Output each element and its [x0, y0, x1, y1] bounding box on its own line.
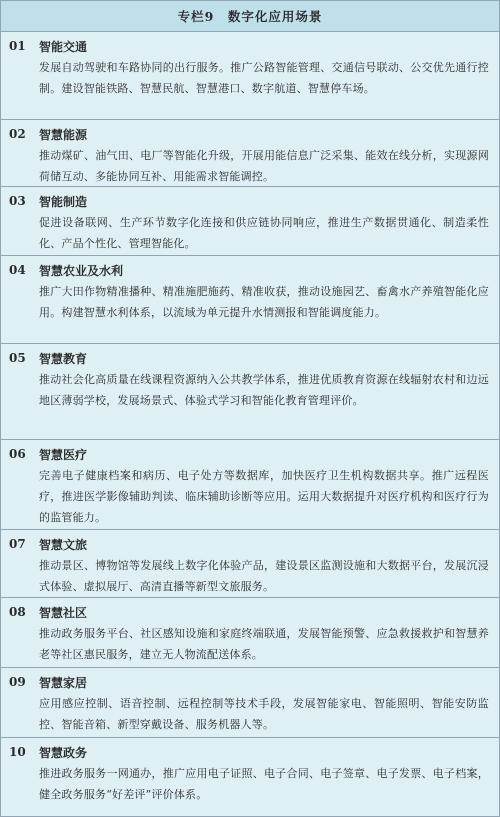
section-number: 07	[9, 537, 26, 551]
section-title: 智慧社区	[39, 605, 88, 620]
section-number: 06	[9, 447, 26, 461]
section-01	[1, 32, 499, 120]
section-title: 智能交通	[39, 39, 88, 54]
section-description: 推动景区、博物馆等发展线上数字化体验产品，建设景区监测设施和大数据平台，发展沉浸式体验、虚拟展厅、高清直播等新型文旅服务。	[39, 559, 489, 593]
section-description: 推动社会化高质量在线课程资源纳入公共教学体系，推进优质教育资源在线辐射农村和边远地区薄弱学校，发展场景式、体验式学习和智能化教育管理评价。	[39, 373, 489, 407]
section-description: 发展自动驾驶和车路协同的出行服务。推广公路智能管理、交通信号联动、公交优先通行控制。建设智能铁路、智慧民航、智慧港口、数字航道、智慧停车场。	[39, 61, 489, 95]
section-number: 04	[9, 263, 26, 277]
section-09	[1, 668, 499, 738]
section-description: 应用感应控制、语音控制、远程控制等技术手段，发展智能家电、智能照明、智能安防监控、智能音箱、新型穿戴设备、服务机器人等。	[39, 697, 489, 731]
section-06	[1, 440, 499, 530]
section-description: 促进设备联网、生产环节数字化连接和供应链协同响应，推进生产数据贯通化、制造柔性化、产品个性化、管理智能化。	[39, 216, 489, 250]
section-title: 智慧文旅	[39, 537, 88, 552]
section-05	[1, 344, 499, 440]
section-description: 推动政务服务平台、社区感知设施和家庭终端联通，发展智能预警、应急救援救护和智慧养老等社区惠民服务，建立无人物流配送体系。	[39, 627, 489, 661]
column-title: 专栏9 数字化应用场景	[1, 1, 499, 32]
section-title: 智慧医疗	[39, 447, 88, 462]
section-number: 01	[9, 39, 26, 53]
section-description: 推进政务服务一网通办，推广应用电子证照、电子合同、电子签章、电子发票、电子档案，健全政务服务“好差评”评价体系。	[39, 767, 489, 801]
section-description: 推广大田作物精准播种、精准施肥施药、精准收获，推动设施园艺、畜禽水产养殖智能化应用。构建智慧水利体系，以流域为单元提升水情测报和智能调度能力。	[39, 285, 489, 319]
section-title: 智能制造	[39, 194, 88, 209]
section-number: 10	[9, 745, 26, 759]
section-title: 智慧家居	[39, 675, 88, 690]
section-10	[1, 738, 499, 816]
section-07	[1, 530, 499, 598]
section-number: 03	[9, 194, 26, 208]
section-number: 05	[9, 351, 26, 365]
section-title: 智慧教育	[39, 351, 88, 366]
section-description: 推动煤矿、油气田、电厂等智能化升级，开展用能信息广泛采集、能效在线分析，实现源网荷储互动、多能协同互补、用能需求智能调控。	[39, 149, 489, 183]
section-02	[1, 120, 499, 187]
section-title: 智慧农业及水利	[39, 263, 124, 278]
section-number: 08	[9, 605, 26, 619]
section-title: 智慧能源	[39, 127, 88, 142]
section-number: 09	[9, 675, 26, 689]
section-04	[1, 256, 499, 344]
section-title: 智慧政务	[39, 745, 88, 760]
section-03	[1, 187, 499, 256]
section-description: 完善电子健康档案和病历、电子处方等数据库，加快医疗卫生机构数据共享。推广远程医疗，推进医学影像辅助判读、临床辅助诊断等应用。运用大数据提升对医疗机构和医疗行为的监管能力。	[39, 469, 489, 524]
section-number: 02	[9, 127, 26, 141]
section-08	[1, 598, 499, 668]
